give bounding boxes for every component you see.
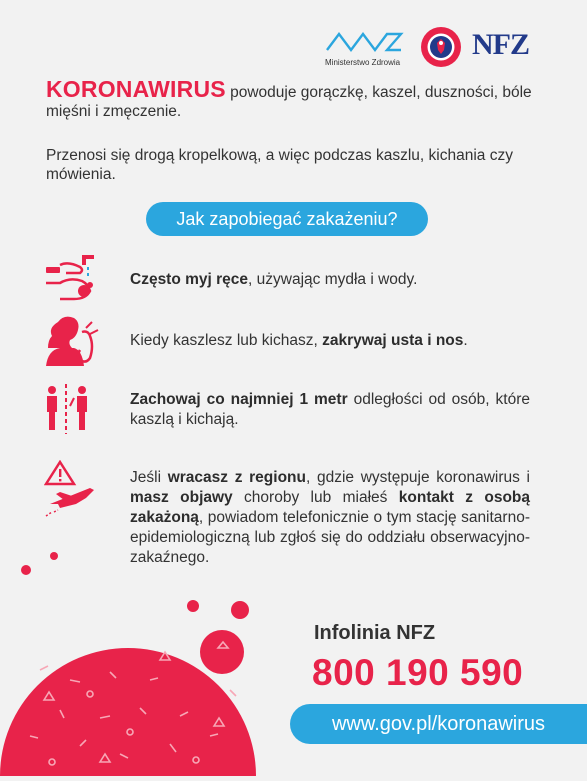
tip4-text-d: , powiadom telefonicznie o tym stację sanitarno-epidemiologiczną lub zgłoś się do oddziału obserwacyjno-zakaźnego.: [130, 509, 530, 566]
coronavirus-keyword: KORONAWIRUS: [46, 76, 226, 102]
tip2-text-a: Kiedy kaszlesz lub kichasz,: [130, 332, 323, 349]
mz-logo-mark-icon: [325, 28, 405, 58]
ministry-of-health-logo: [325, 28, 405, 70]
ministry-logo-text: Ministerstwo Zdrowia: [325, 58, 401, 67]
prevention-heading: Jak zapobiegać zakażeniu?: [146, 202, 428, 236]
tip3-bold: Zachowaj co najmniej 1 metr: [130, 391, 348, 408]
tip4-text-c: choroby lub miałeś: [232, 489, 399, 506]
virus-decoration: [0, 540, 300, 776]
tip1-text: , używając mydła i wody.: [248, 271, 418, 288]
tip1-bold: Często myj ręce: [130, 271, 249, 288]
symptoms-text: powoduje gorączkę, kaszel, duszności, bóle mięśni i zmęczenie.: [46, 84, 532, 120]
tip-keep-distance: [130, 390, 530, 430]
travel-warning-icon: [44, 460, 104, 520]
transmission-paragraph: Przenosi się drogą kropelkową, a więc podczas kaszlu, kichania czy mówienia.: [46, 147, 513, 183]
sanitary-inspection-logo: [420, 26, 462, 68]
tip2-bold: zakrywaj usta i nos: [322, 332, 464, 349]
tip4-bold-b: masz objawy: [130, 489, 233, 506]
nfz-logo: NFZ: [472, 28, 529, 61]
tip4-text-a: Jeśli: [130, 469, 168, 486]
tip2-text-b: .: [463, 332, 468, 349]
hotline-label: Infolinia NFZ: [314, 622, 436, 644]
cough-icon: [44, 314, 104, 374]
tip-wash-hands: [130, 270, 530, 290]
tip4-bold-c: kontakt z osobą zakażoną: [130, 489, 531, 526]
website-link[interactable]: www.gov.pl/koronawirus: [290, 704, 587, 744]
gis-emblem-icon: [420, 26, 462, 68]
tip4-bold-a: wracasz z regionu: [167, 469, 306, 486]
tip3-text: odległości od osób, które kaszlą i kichają.: [130, 391, 530, 428]
hotline-number: 800 190 590: [312, 652, 524, 693]
tip4-text-b: , gdzie występuje koronawirus i: [305, 469, 530, 486]
distance-icon: [44, 382, 104, 442]
intro-paragraph: [46, 76, 546, 121]
tip-cover-mouth: [130, 331, 530, 351]
hand-washing-icon: [44, 253, 104, 313]
